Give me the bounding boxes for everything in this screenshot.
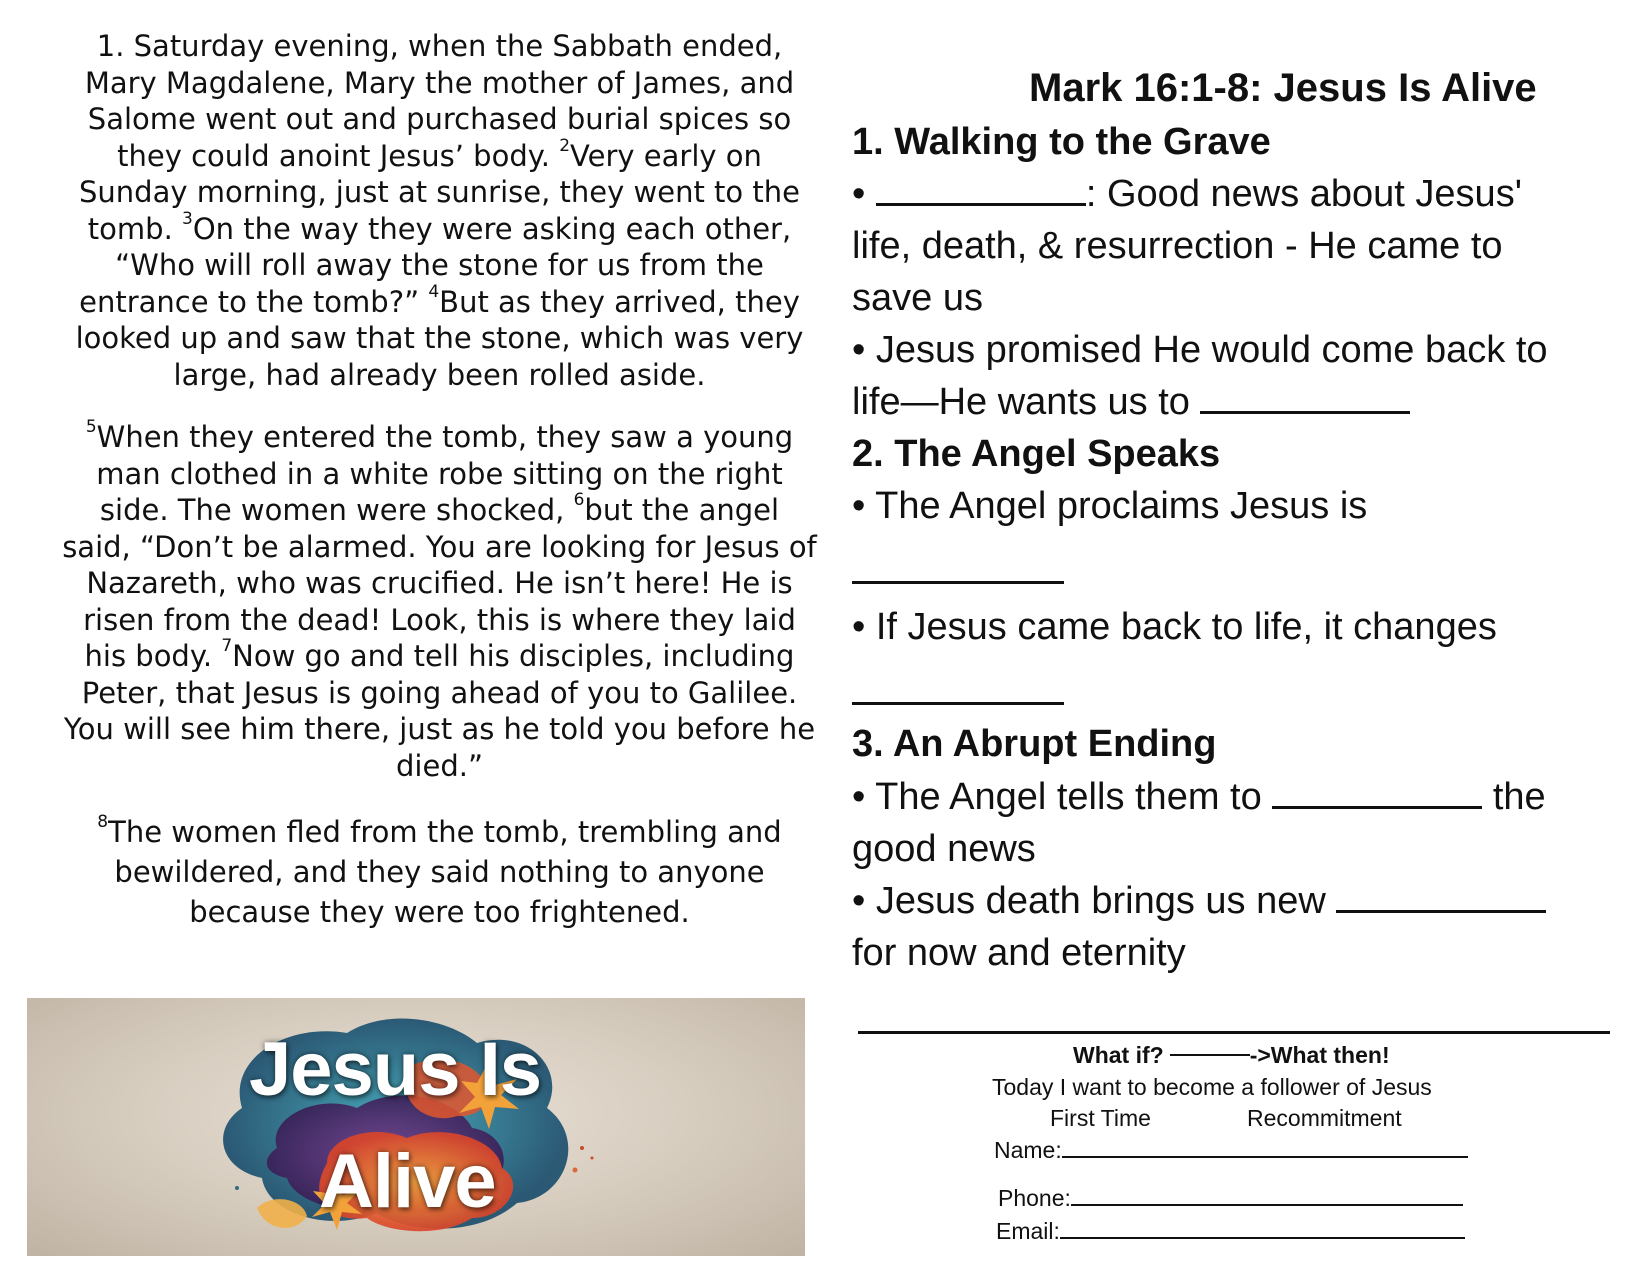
section-2-bullet-1: • The Angel proclaims Jesus is bbox=[852, 485, 1368, 527]
verse-number-7: 7 bbox=[221, 636, 233, 657]
phone-write-line[interactable] bbox=[1071, 1184, 1463, 1206]
verse-2-text: Very early on Sunday morning, just at sunrise, they went to the tomb. bbox=[79, 138, 800, 246]
section-2-bullet-2-blank-line bbox=[852, 667, 1064, 719]
verse-number-8: 8 bbox=[97, 812, 109, 833]
verse-number-5: 5 bbox=[85, 417, 97, 438]
section-3-heading: 3. An Abrupt Ending bbox=[852, 723, 1217, 765]
section-2-bullet-2: • If Jesus came back to life, it changes bbox=[852, 606, 1497, 648]
option-recommitment[interactable]: Recommitment bbox=[1247, 1105, 1402, 1131]
fill-in-blank bbox=[852, 672, 1064, 705]
section-3-bullet-2 bbox=[852, 875, 1546, 927]
section-1-bullet-2: • Jesus promised He would come back to bbox=[852, 329, 1548, 371]
verse-number-6: 6 bbox=[573, 490, 585, 511]
verse-number-4: 4 bbox=[428, 281, 440, 302]
banner-title-line-1: Jesus Is bbox=[249, 1027, 541, 1112]
section-1-bullet-1 bbox=[852, 168, 1522, 220]
option-first-time[interactable]: First Time bbox=[1050, 1105, 1151, 1131]
response-card-intent: Today I want to become a follower of Jesus bbox=[992, 1074, 1432, 1100]
verse-7-text: Now go and tell his disciples, including Peter, that Jesus is going ahead of you to Galilee. You will see him there, just as he told you before he died.” bbox=[63, 639, 816, 783]
verse-1-text: 1. Saturday evening, when the Sabbath ended, Mary Magdalene, Mary the mother of James, and Salome went out and purchased burial spices so they could anoint Jesus’ body. bbox=[84, 29, 795, 173]
response-card-heading bbox=[1073, 1042, 1390, 1069]
verse-5-text: When they entered the tomb, they saw a young man clothed in a white robe sitting on the right side. The women were shocked, bbox=[96, 420, 794, 527]
fill-in-blank bbox=[1272, 776, 1482, 809]
email-write-line[interactable] bbox=[1060, 1217, 1465, 1239]
fill-in-blank bbox=[876, 173, 1086, 206]
scripture-paragraph-2 bbox=[62, 419, 817, 784]
section-1-bullet-1-text: : Good news about Jesus' bbox=[1085, 173, 1522, 215]
section-3-bullet-1-text: • The Angel tells them to bbox=[852, 776, 1262, 818]
section-3-bullet-1-suffix: the bbox=[1492, 776, 1546, 818]
section-2-heading: 2. The Angel Speaks bbox=[852, 433, 1221, 475]
section-1-heading: 1. Walking to the Grave bbox=[852, 121, 1271, 163]
banner-title-line-2: Alive bbox=[319, 1139, 496, 1224]
section-divider bbox=[858, 1031, 1610, 1034]
section-3-bullet-1 bbox=[852, 771, 1546, 823]
bullet-marker: • bbox=[852, 173, 866, 215]
verse-number-2: 2 bbox=[559, 135, 571, 156]
email-label: Email: bbox=[996, 1218, 1060, 1244]
section-1-bullet-2-text: life—He wants us to bbox=[852, 381, 1190, 423]
email-field[interactable] bbox=[996, 1217, 1465, 1245]
fill-in-blank bbox=[1200, 381, 1410, 414]
phone-field[interactable] bbox=[998, 1184, 1463, 1212]
section-3-bullet-1-line-2: good news bbox=[852, 828, 1036, 870]
sermon-title: Mark 16:1-8: Jesus Is Alive bbox=[1029, 66, 1537, 110]
scripture-paragraph-1 bbox=[62, 28, 817, 393]
section-2-bullet-1-blank-line bbox=[852, 546, 1064, 598]
verse-3-text: On the way they were asking each other, “Who will roll away the stone for us from the entrance to the tomb?” bbox=[79, 211, 792, 319]
verse-number-3: 3 bbox=[182, 208, 193, 229]
name-field[interactable] bbox=[994, 1136, 1468, 1164]
section-3-bullet-2-text: • Jesus death brings us new bbox=[852, 880, 1326, 922]
section-1-bullet-1-line-2: life, death, & resurrection - He came to bbox=[852, 225, 1503, 267]
heading-what-if: What if? bbox=[1073, 1042, 1164, 1068]
section-1-bullet-1-line-3: save us bbox=[852, 277, 983, 319]
verse-4-text: But as they arrived, they looked up and saw that the stone, which was very large, had already been rolled aside. bbox=[75, 284, 804, 392]
heading-what-then: ->What then! bbox=[1249, 1042, 1390, 1068]
section-1-bullet-2-line-2 bbox=[852, 376, 1410, 428]
section-3-bullet-2-line-2: for now and eternity bbox=[852, 932, 1186, 974]
scripture-paragraph-3 bbox=[62, 812, 817, 932]
phone-label: Phone: bbox=[998, 1185, 1071, 1211]
fill-in-blank bbox=[852, 551, 1064, 584]
verse-8-text: The women fled from the tomb, trembling and bewildered, and they said nothing to anyone because they were too frightened. bbox=[108, 815, 782, 929]
fill-in-blank bbox=[1336, 880, 1546, 913]
scripture-passage bbox=[62, 28, 817, 932]
name-write-line[interactable] bbox=[1062, 1136, 1468, 1158]
jesus-is-alive-banner bbox=[27, 998, 805, 1256]
verse-6-text: but the angel said, “Don’t be alarmed. You are looking for Jesus of Nazareth, who was crucified. He isn’t here! He is risen from the dead! Look, this is where they laid his body. bbox=[62, 493, 817, 673]
arrow-line bbox=[1170, 1054, 1250, 1056]
name-label: Name: bbox=[994, 1137, 1062, 1163]
